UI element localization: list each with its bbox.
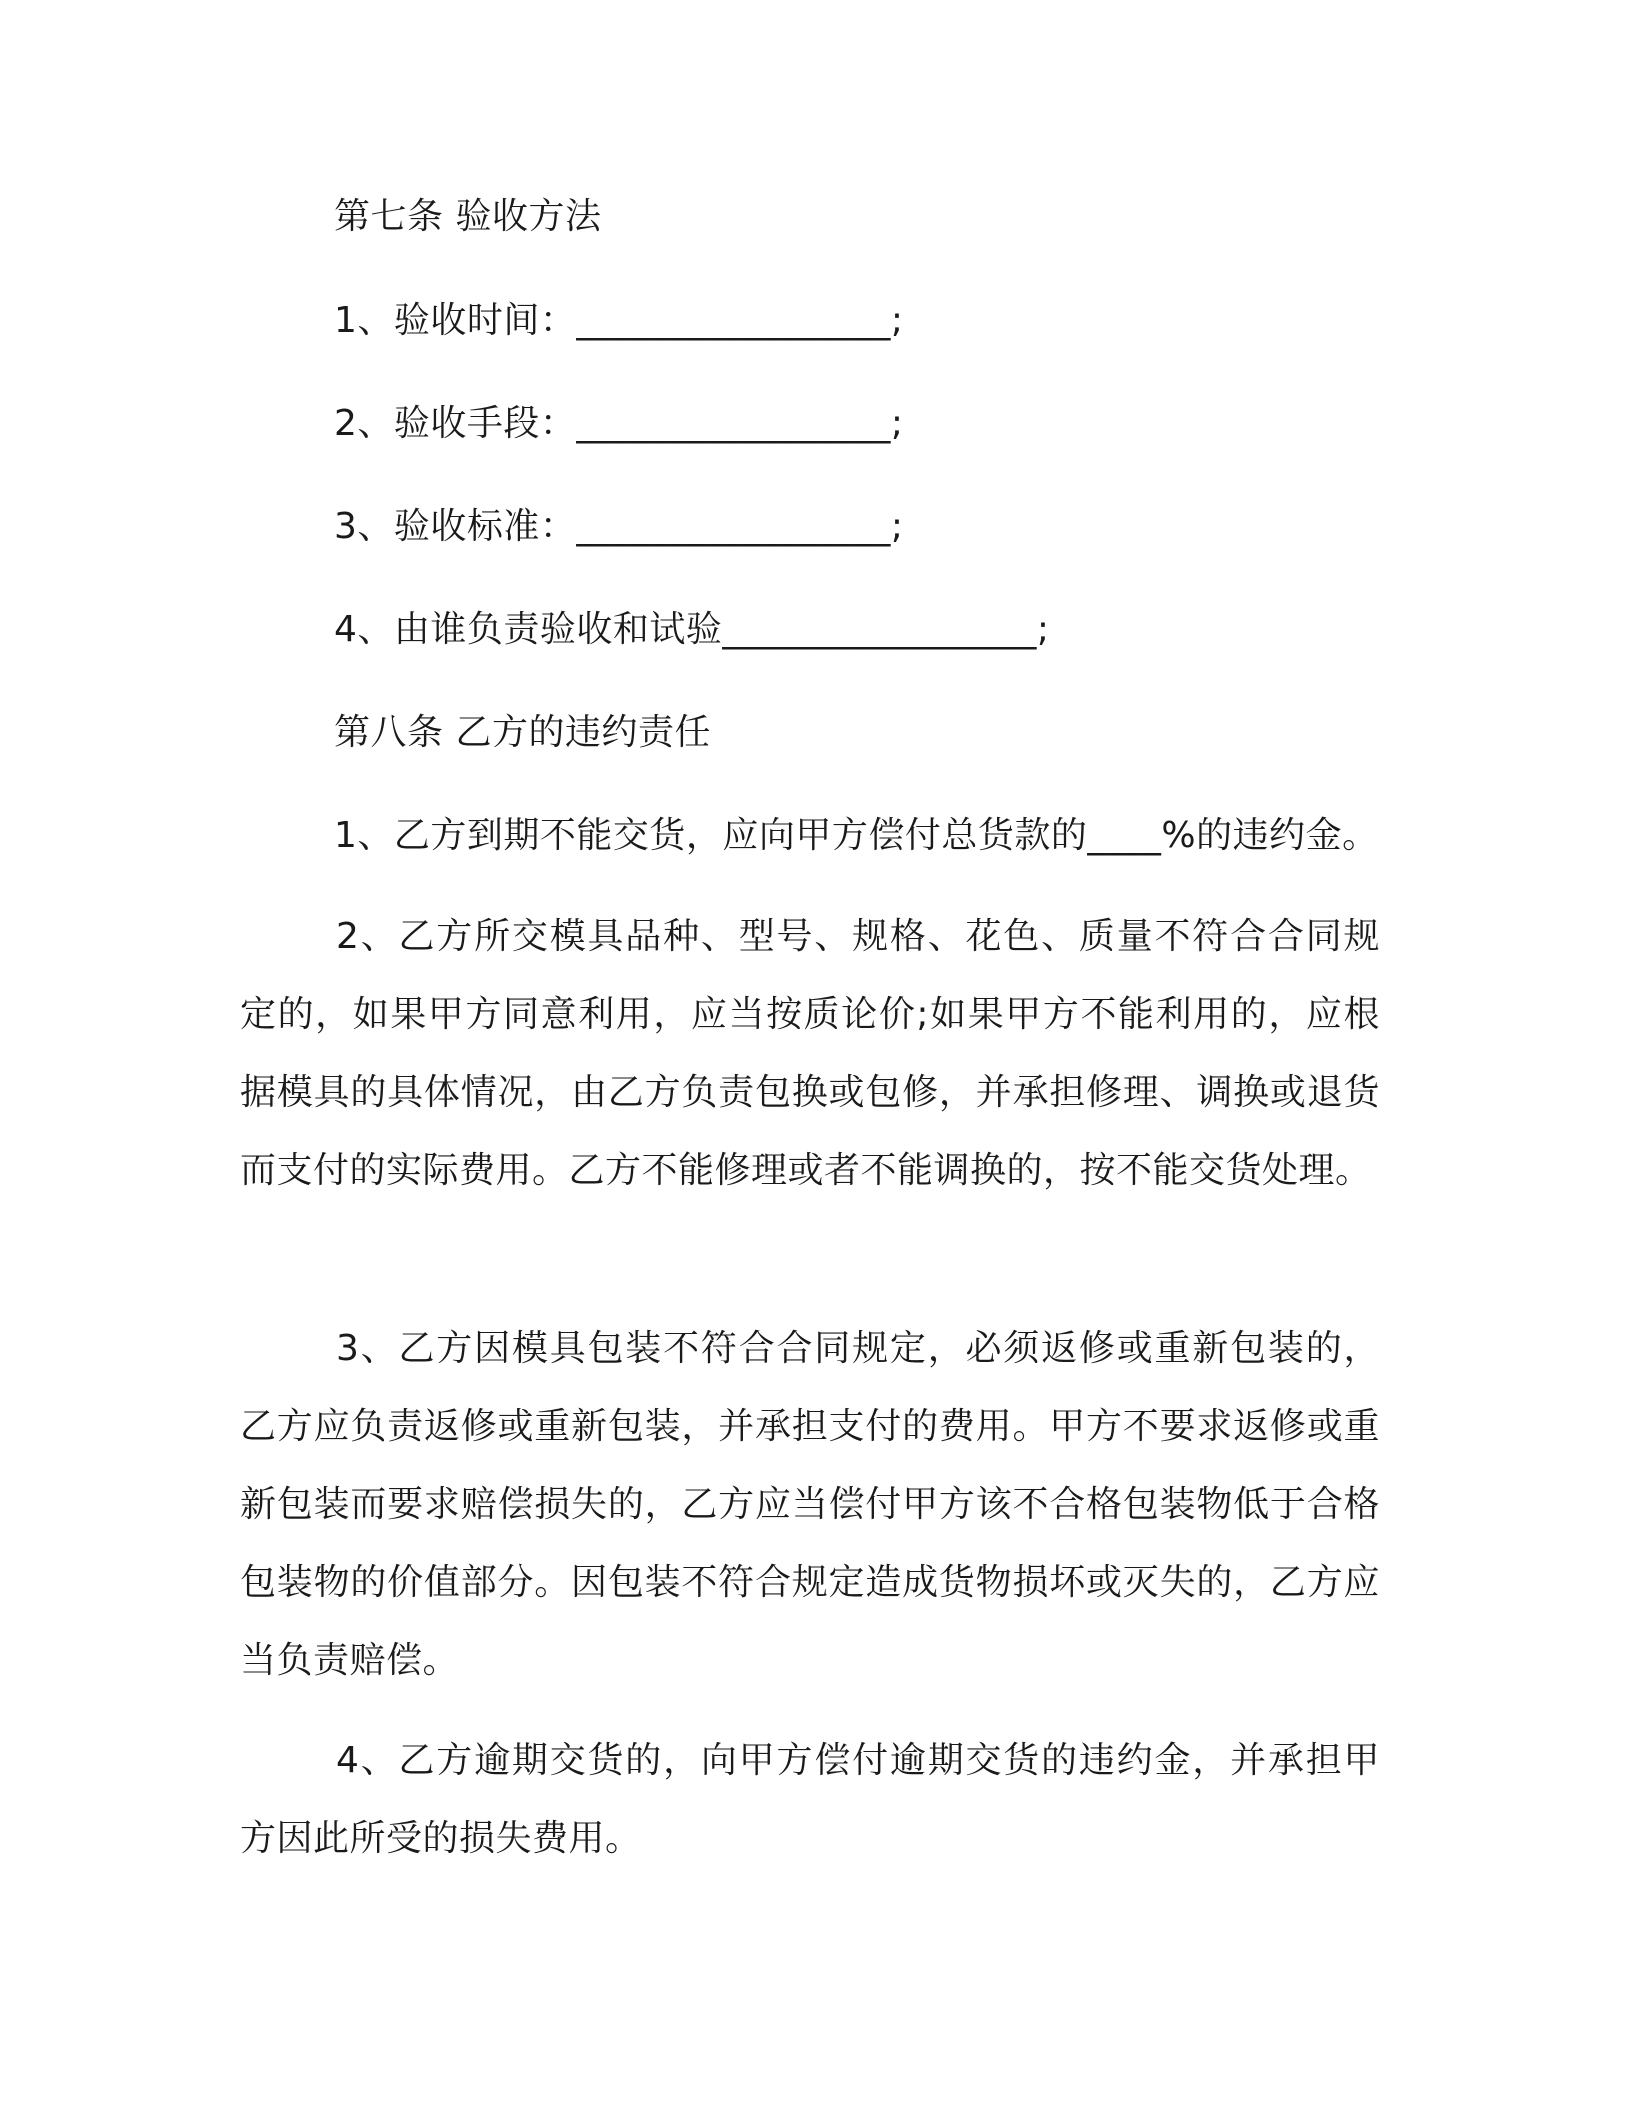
article-8-heading: 第八条 乙方的违约责任 <box>334 712 711 753</box>
article-8-item-4-text: 4、乙方逾期交货的，向甲方偿付逾期交货的违约金，并承担甲方因此所受的损失费用。 <box>240 1740 1380 1859</box>
article-8-item-2-text: 2、乙方所交模具品种、型号、规格、花色、质量不符合合同规定的，如果甲方同意利用，应当按质论价;如果甲方不能利用的，应根据模具的具体情况，由乙方负责包换或包修，并承担修理、调换或退货而支付的实际费用。乙方不能修理或者不能调换的，按不能交货处理。 <box>240 916 1380 1191</box>
article-8-item-3-text: 3、乙方因模具包装不符合合同规定，必须返修或重新包装的，乙方应负责返修或重新包装，并承担支付的费用。甲方不要求返修或重新包装而要求赔偿损失的，乙方应当偿付甲方该不合格包装物低于合格包装物的价值部分。因包装不符合规定造成货物损坏或灭失的，乙方应当负责赔偿。 <box>240 1328 1380 1681</box>
article-8-item-2 <box>240 898 1380 1210</box>
article-8-item-4 <box>240 1722 1380 1878</box>
article-7-item-1: 1、验收时间：_________________; <box>334 300 904 341</box>
article-8-item-3 <box>240 1310 1380 1700</box>
article-7-item-3: 3、验收标准：_________________; <box>334 506 904 547</box>
article-7-item-2: 2、验收手段：_________________; <box>334 403 904 444</box>
article-7-heading: 第七条 验收方法 <box>334 196 602 237</box>
article-7-item-4: 4、由谁负责验收和试验_________________; <box>334 609 1050 650</box>
article-8-item-1: 1、乙方到期不能交货，应向甲方偿付总货款的____%的违约金。 <box>334 815 1379 856</box>
